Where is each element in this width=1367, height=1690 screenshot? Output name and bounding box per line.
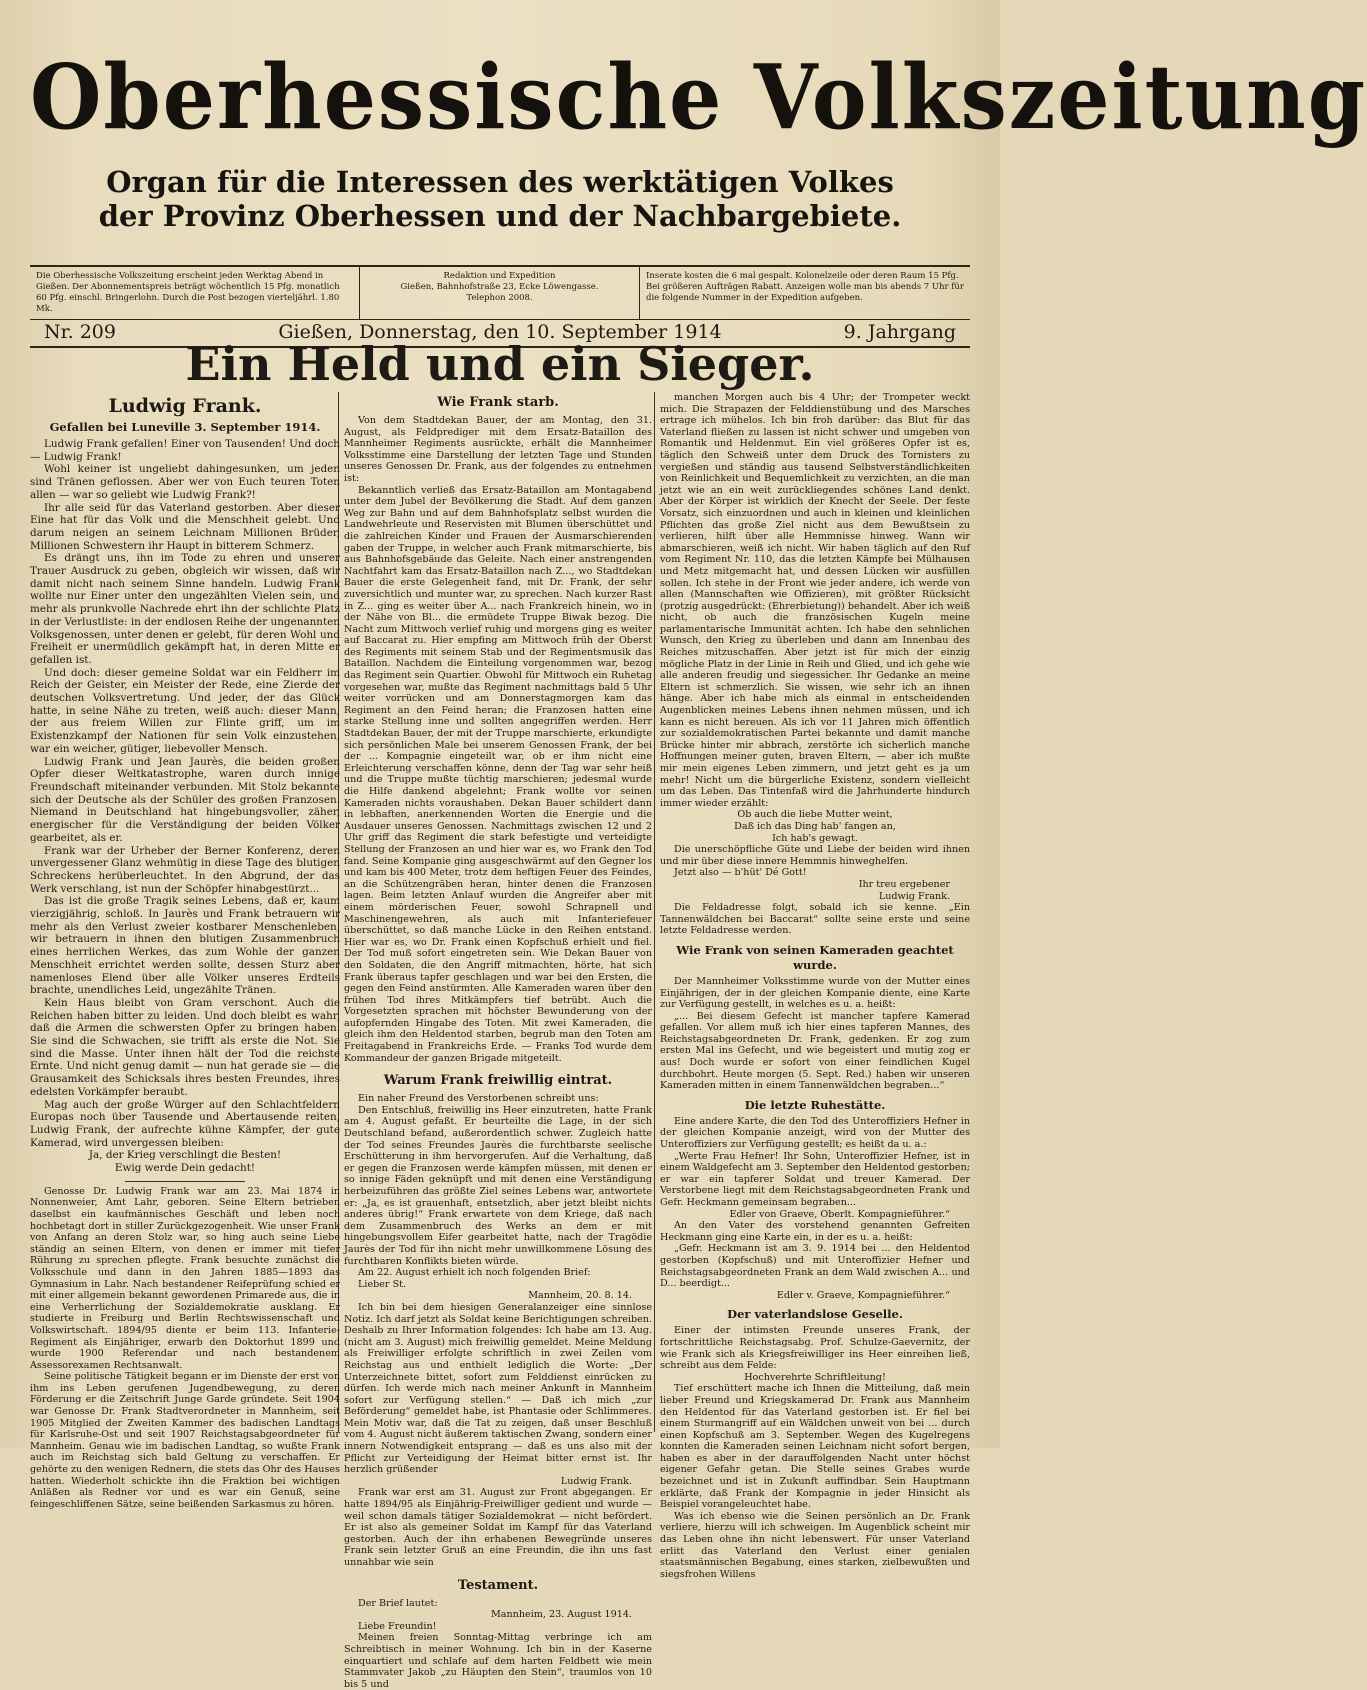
paragraph: Ludwig Frank gefallen! Einer von Tausenden! Und doch — Ludwig Frank!	[30, 438, 341, 463]
masthead-subtitle-1: Organ für die Interessen des werktätigen Volkes	[106, 165, 894, 199]
signature-line: Edler v. Graeve, Kompagnieführer.“	[776, 1289, 950, 1301]
paragraph: Der Mannheimer Volksstimme wurde von der Mutter eines Einjährigen, der in der gleichen Kompanie diente, eine Karte zur Verfügung gestellt, in welches es u. a. heißt:	[660, 975, 970, 1011]
article-title: Wie Frank von seinen Kameraden geachtet wurde.	[676, 942, 954, 972]
issue-number: Nr. 209	[44, 321, 116, 343]
letter-place: Mannheim, 23. August 1914.	[490, 1609, 632, 1621]
verse-line: Ja, der Krieg verschlingt die Besten!	[88, 1149, 282, 1162]
paragraph: Ihr alle seid für das Vaterland gestorben. Aber dieser Eine hat für das Volk und die Menschheit gelebt. Und darum neigen an seinem Leichnam Millionen Brüder, Millionen Schwestern ihr Haupt in bitterem Schmerz.	[30, 501, 340, 552]
letter-salutation: Lieber St.	[358, 1278, 407, 1290]
column-3	[660, 392, 970, 1580]
article-title: Wie Frank starb.	[437, 395, 559, 410]
paragraph: Es drängt uns, ihn im Tode zu ehren und unserer Trauer Ausdruck zu geben, obgleich wir wissen, daß wir damit nicht nach seinem Sinne handeln. Ludwig Frank wollte nur Einer unter den ungezählten Vielen sein, und mehr als prunkvolle Nachrede ehrt ihn der schlichte Platz in der Verlustliste: in der endlosen Reihe der ungenannten Volksgenossen, unter denen er gelebt, für deren Wohl und Freiheit er unermüdlich gekämpft hat, in deren Mitte er gefallen ist.	[30, 552, 340, 666]
article-title: Der vaterlandslose Geselle.	[727, 1307, 903, 1322]
paragraph: Einer der intimsten Freunde unseres Frank, der fortschrittliche Reichstagsabg. Prof. Schulze-Gaevernitz, der wie Frank sich als Kriegsfreiwilliger ins Heer einreihen ließ, schreibt aus dem Felde:	[660, 1325, 970, 1372]
letter-place: Mannheim, 20. 8. 14.	[528, 1290, 632, 1302]
paragraph: Ich bin bei dem hiesigen Generalanzeiger eine sinnlose Notiz. Ich darf jetzt als Soldat keine Berichtigungen schreiben. Deshalb zu Ihrer Information folgendes: Ich habe am 13. Aug. (nicht am 3. August) mich freiwillig gemeldet. Meine Meldung als Freiwilliger erfolgte schriftlich in zwei Zeilen vom Reichstag aus und enthielt lediglich die Worte: „Der Unterzeichnete bittet, sofort zum Felddienst einrücken zu dürfen. Ich werde mich nach meiner Ankunft in Mannheim sofort zur Verfügung stellen.“ — Daß ich mich „zur Beförderung“ gemeldet habe, ist Phantasie oder Schlimmeres. Mein Motiv war, daß die Tat zu zeigen, daß unser Beschluß vom 4. August nicht äußerem taktischen Zwang, sondern einer innern Notwendigkeit entsprang — daß es uns also mit der Pflicht zur Verteidigung der Heimat bitter ernst ist. Ihr herzlich grüßender	[344, 1301, 652, 1476]
editorial-address: Gießen, Bahnhofstraße 23, Ecke Löwengasse.	[400, 282, 599, 292]
verse-line: Ewig werde Dein gedacht!	[114, 1162, 256, 1175]
article-title: Warum Frank freiwillig eintrat.	[383, 1073, 613, 1089]
paragraph: „... Bei diesem Gefecht ist mancher tapfere Kamerad gefallen. Vor allem muß ich hier eines tapferen Mannes, des Reichstagsabgeordneten Dr. Frank, gedenken. Er zog zum ersten Mal ins Gefecht, und wie begeistert und mutig zog er aus! Doch wurde er sofort von einer feindlichen Kugel durchbohrt. Heute morgen (5. Sept. Red.) haben wir unseren Kameraden mitten in einem Tannenwäldchen begraben...“	[660, 1010, 970, 1092]
paragraph: Wohl keiner ist ungeliebt dahingesunken, um jeden sind Tränen geflossen. Aber wer von Euch teuren Toten allen — war so geliebt wie Ludwig Frank?!	[30, 463, 340, 501]
paragraph: Das ist die große Tragik seines Lebens, daß er, kaum vierzigjährig, schloß. In Jaurès und Frank betrauern wir mehr als den Verlust zweier kostbarer Menschenleben, wir betrauern in ihnen den blutigen Zusammenbruch eines herrlichen Werkes, das zum Wohle der ganzen Menschheit errichtet werden sollte, dessen Sturz aber namenloses Elend über alle Völker unseres Erdteils brachte, unendliches Leid, ungezählte Tränen.	[30, 895, 340, 997]
paragraph: manchen Morgen auch bis 4 Uhr; der Trompeter weckt mich. Die Strapazen der Felddienstübung und des Marsches ertrage ich mühelos. Ich bin froh darüber: das Blut für das Vaterland fließen zu lassen ist nicht schwer und umgeben von Romantik und Heldenmut. Ein viel größeres Opfer ist es, täglich den Schweiß unter dem Druck des Tornisters zu vergießen und ständig aus tausend Selbstverständlichkeiten von Reinlichkeit und Bequemlichkeit zu verzichten, an die man jetzt wie an ein weit zurückliegendes schönes Land denkt. Aber der Körper ist wirklich der Knecht der Seele. Der feste Vorsatz, sich einzuordnen und auch in kleinen und kleinlichen Pflichten das große Ziel nicht aus dem Bewußtsein zu verlieren, hilft über alle Hemmnisse hinweg. Wann wir abmarschieren, weiß ich nicht. Wir haben täglich auf den Ruf vom Regiment Nr. 110, das die letzten Kämpfe bei Mülhausen und Metz mitgemacht hat, und dessen Lücken wir ausfüllen sollen. Ich stehe in der Front wie jeder andere, ich werde von allen (Mannschaften wie Offizieren), mit größter Rücksicht (protzig ausgedrückt: (Ehrerbietung)) behandelt. Aber ich weiß nicht, ob auch die französischen Kugeln meine parlamentarische Immunität achten. Ich habe den sehnlichen Wunsch, den Krieg zu überleben und dann am Innenbau des Reiches mitzuschaffen. Aber jetzt ist für mich der einzig mögliche Platz in der Linie in Reih und Glied, und ich gehe wie alle anderen freudig und siegessicher. Ihr Gedanke an meine Eltern ist schmerzlich. Sie wissen, wie sehr ich an ihnen hänge. Aber ich habe mich als einmal in entscheidenden Augenblicken meines Lebens ihnen nehmen müssen, und ich kann es nicht bereuen. Als ich vor 11 Jahren mich öffentlich zur sozialdemokratischen Partei bekannte und damit manche Brücke hinter mir abbrach, zerstörte ich sicherlich manche Hoffnungen meiner guten, braven Eltern, — aber ich mußte mir mein eigenes Leben zimmern, und jetzt geht es ja um mehr! Nicht um die bürgerliche Existenz, sondern vielleicht um das Leben. Das Tintenfaß wird die Jahrhunderte hindurch immer wieder erzählt:	[660, 392, 970, 809]
paragraph: Frank war erst am 31. August zur Front abgegangen. Er hatte 1894/95 als Einjährig-Freiwilliger gedient und wurde — weil schon damals tätiger Sozialdemokrat — nicht befördert. Er ist also als gemeiner Soldat im Kampf für das Vaterland gestorben. Auch der ihn erhabenen Bewegründe unseres Frank sein letzter Gruß an eine Freundin, die ihn uns fast unnahbar wie sein	[344, 1487, 652, 1568]
signature-line: Edler von Graeve, Oberlt. Kompagnieführer.“	[729, 1208, 950, 1220]
column-1	[30, 392, 341, 1510]
article-title: Die letzte Ruhestätte.	[744, 1097, 886, 1112]
article-subtitle: Gefallen bei Luneville 3. September 1914.	[49, 420, 321, 434]
paragraph: Frank war der Urheber der Berner Konferenz, deren unvergessener Glanz wehmütig in diese Tage des blutigen Schreckens herüberleuchtet. In den Abgrund, der das Werk verschlang, ist nun der Schöpfer hinabgestürzt...	[30, 844, 340, 895]
verse-line: Ob auch die liebe Mutter weint,	[737, 809, 893, 821]
paragraph: Tief erschüttert mache ich Ihnen die Mitteilung, daß mein lieber Freund und Kriegskamerad Dr. Frank aus Mannheim den Heldentod für das Vaterland gestorben ist. Er fiel bei einem Sturmangriff auf ein Wäldchen unweit von bei ... durch einen Kopfschuß am 3. September. Wegen des Kugelregens konnten die Kameraden seinen Leichnam nicht sofort bergen, haben es aber in der darauffolgenden Nacht unter höchst eigener Gefahr getan. Die Stelle seines Grabes wurde bezeichnet und ist in Zukunft auffindbar. Sein Hauptmann erklärte, daß Frank der Kompagnie in jeder Hinsicht als Beispiel vorangeleuchtet habe.	[660, 1383, 970, 1511]
paragraph: Die unerschöpfliche Güte und Liebe der beiden wird ihnen und mir über diese innere Hemmnis hinweghelfen.	[660, 844, 970, 867]
info-bar	[30, 265, 970, 320]
paragraph: Seine politische Tätigkeit begann er im Dienste der erst von ihm ins Leben gerufenen Jugendbewegung, zu deren Förderung er die Zeitschrift Junge Garde gründete. Seit 1904 war Genosse Dr. Frank Stadtverordneter in Mannheim, seit 1905 Mitglied der Zweiten Kammer des badischen Landtags für Karlsruhe-Ost und seit 1907 Reichstagsabgeordneter für Mannheim. Genau wie im badischen Landtag, so wußte Frank auch im Reichstag sich bald Geltung zu verschaffen. Er gehörte zu den wenigen Rednern, die stets das Ohr des Hauses hatten. Wiederholt schickte ihn die Fraktion bei wichtigen Anläßen als Redner vor und es war ein Genuß, seine feingeschliffenen Sätze, seine beißenden Sarkasmus zu hören.	[30, 1371, 340, 1510]
paragraph: Den Entschluß, freiwillig ins Heer einzutreten, hatte Frank am 4. August gefaßt. Er beurteilte die Lage, in der sich Deutschland befand, außerordentlich schwer. Zugleich hatte der Tod seines Freundes Jaurès die furchtbarste seelische Erschütterung in ihm hervorgerufen. Auf die Verhaltung, daß er gegen die Franzosen werde kämpfen müssen, mit denen er so innige Fäden geknüpft und mit denen eine Verständigung herbeizuführen das größte Ziel seines Lebens war, antwortete er: „Ja, es ist grauenhaft, entsetzlich, aber jetzt bleibt nichts anderes übrig!“ Frank erwartete von dem Kriege, daß nach dem Zusammenbruch des Werks an dem er mit hingebungsvollem Eifer gearbeitet hatte, nach der Tragödie Jaurès der Tod für ihn nicht mehr unwillkommene Lösung des furchtbaren Konflikts bieten würde.	[344, 1104, 652, 1267]
paragraph: Bekanntlich verließ das Ersatz-Bataillon am Montagabend unter dem Jubel der Bevölkerung die Stadt. Auf dem ganzen Weg zur Bahn und auf dem Bahnhofsplatz selbst wurden die Landwehrleute und Reservisten mit Blumen überschüttet und die zahlreichen Kinder und Frauen der Ausmarschierenden gaben der Truppe, in welcher auch Frank mitmarschierte, bis aus Bahnhofsgebäude das Geleite. Nach einer anstrengenden Nachtfahrt kam das Ersatz-Bataillon nach Z..., wo Stadtdekan Bauer die erste Gelegenheit fand, mit Dr. Frank, der sehr zuversichtlich und munter war, zu sprechen. Nach kurzer Rast in Z... ging es weiter über A... nach Frankreich hinein, wo in der Nähe von Bl... die ermüdete Truppe Biwak bezog. Die Nacht zum Mittwoch verlief ruhig und morgens ging es weiter auf Baccarat zu. Hier empfing am Mittwoch früh der Oberst des Regiments mit seinem Stab und der Regimentsmusik das Bataillon. Nachdem die Einteilung vorgenommen war, bezog das Regiment sein Quartier. Obwohl für Mittwoch ein Ruhetag vorgesehen war, mußte das Regiment nachmittags bald 5 Uhr weiter vorrücken und am Donnerstagmorgen kam das Regiment an den Feind heran; die Franzosen hatten eine starke Stellung inne und sollten angegriffen werden. Herr Stadtdekan Bauer, der mit der Truppe marschierte, erkundigte sich persönlichen Male bei unserem Genossen Frank, der bei der ... Kompagnie eingeteilt war, ob er ihm nicht eine Erleichterung verschaffen könne, denn der Tag war sehr heiß und die Truppe mußte tüchtig marschieren; jedesmal wurde die Hilfe dankend abgelehnt; Frank wollte vor seinen Kameraden nichts voraushaben. Dekan Bauer schildert dann in lebhaften, anerkennenden Worten die Energie und die Ausdauer unseres Genossen. Nachmittags zwischen 12 und 2 Uhr griff das Regiment die stark befestigte und verteidigte Stellung der Franzosen an und hier war es, wo Frank den Tod fand. Seine Kompanie ging ausgeschwärmt auf den Gegner los und kam bis 400 Meter, trotz dem heftigen Feuer des Feindes, an die Schützengräben heran, hinter denen die Franzosen lagen. Beim letzten Anlauf wurden die Angreifer aber mit einem mörderischen Feuer, sowohl Schrapnell und Maschinengewehren, als auch mit Infanteriefeuer überschüttet, so daß manche Lücke in den Reihen entstand. Hier war es, wo Dr. Frank einen Kopfschuß erhielt und fiel. Der Tod muß sofort eingetreten sein. Wie Dekan Bauer von den Soldaten, die den Angriff mitmachten, hörte, hat sich Frank überaus tapfer geschlagen und war bei den Ersten, die gegen den Feind anstürmten. Alle Kameraden waren über den frühen Tod ihres Mitkämpfers tief betrübt. Auch die Vorgesetzten sprachen mit höchster Bewunderung von der aufopfernden Hingabe des Toten. Mit zwei Kameraden, die gleich ihm den Heldentod starben, begrub man den Toten am Freitagabend in Frankreichs Erde. — Franks Tod wurde dem Kommandeur der ganzen Brigade mitgeteilt.	[344, 484, 652, 1064]
masthead-title: Oberhessische Volkszeitung	[30, 46, 1367, 150]
article-title: Testament.	[457, 1577, 539, 1593]
subscription-info: Die Oberhessische Volkszeitung erscheint jeden Werktag Abend in Gießen. Der Abonnementspreis beträgt wöchentlich 15 Pfg. monatlich 60 Pfg. einschl. Bringerlohn. Durch die Post bezogen vierteljährl. 1.80 Mk.	[30, 267, 360, 319]
advertising-info: Inserate kosten die 6 mal gespalt. Kolonelzeile oder deren Raum 15 Pfg. Bei größeren Aufträgen Rabatt. Anzeigen wolle man bis abends 7 Uhr für die folgende Nummer in der Expedition aufgeben.	[646, 271, 964, 303]
column-2	[344, 392, 652, 1690]
paragraph: Am 22. August erhielt ich noch folgenden Brief:	[358, 1267, 591, 1279]
paragraph: Mag auch der große Würger auf den Schlachtfeldern Europas noch über Tausende und Abertausende reiten, Ludwig Frank, der aufrechte kühne Kämpfer, der gute Kamerad, wird unvergessen bleiben:	[30, 1098, 340, 1149]
divider	[125, 1181, 245, 1182]
paragraph: „Gefr. Heckmann ist am 3. 9. 1914 bei ... den Heldentod gestorben (Kopfschuß) und mit Unteroffizier Hefner und Reichstagsabgeordneten Frank an dem Wald zwischen A... und D... beerdigt...	[660, 1243, 970, 1290]
paragraph: Kein Haus bleibt von Gram verschont. Auch die Reichen haben bitter zu leiden. Und doch bleibt es wahr, daß die Armen die schwersten Opfer zu bringen haben. Sie sind die Schwachen, sie trifft als erste die Not. Sie sind die Masse. Unter ihnen hält der Tod die reichste Ernte. Und nicht genug damit — nun hat gerade sie — die Grausamkeit des Schicksals ihres besten Freundes, ihres edelsten Vorkämpfer beraubt.	[30, 996, 340, 1098]
editorial-phone: Telephon 2008.	[466, 293, 533, 303]
main-headline: Ein Held und ein Sieger.	[185, 337, 815, 391]
letter-salutation: Hochverehrte Schriftleitung!	[744, 1371, 886, 1383]
paragraph: „Werte Frau Hefner! Ihr Sohn, Unteroffizier Hefner, ist in einem Waldgefecht am 3. September den Heldentod gestorben; er war ein tapferer Soldat und treuer Kamerad. Der Verstorbene liegt mit dem Reichstagsabgeordneten Frank und Gefr. Heckmann gemeinsam begraben...	[660, 1150, 970, 1208]
paragraph: Was ich ebenso wie die Seinen persönlich an Dr. Frank verliere, hierzu will ich schweigen. Im Augenblick scheint mir das Leben ohne ihn nicht lebenswert. Für unser Vaterland erlitt das Vaterland den Verlust einer genialen staatsmännischen Begabung, eines starken, zielbewußten und siegsfrohen Willens	[660, 1510, 970, 1580]
letter-salutation: Liebe Freundin!	[358, 1620, 437, 1632]
paragraph: Von dem Stadtdekan Bauer, der am Montag, den 31. August, als Feldprediger mit dem Ersatz-Bataillon des Mannheimer Regiments ausrückte, erhält die Mannheimer Volksstimme eine Darstellung der letzten Tage und Stunden unseres Genossen Dr. Frank, aus der folgendes zu entnehmen ist:	[344, 415, 652, 484]
paragraph: Ein naher Freund des Verstorbenen schreibt uns:	[358, 1093, 599, 1105]
letter-signature: Ludwig Frank.	[878, 890, 950, 902]
issue-place-date: Gießen, Donnerstag, den 10. September 1914	[278, 321, 722, 343]
editorial-info	[360, 267, 640, 319]
verse-line: Daß ich das Ding hab' fangen an,	[734, 820, 896, 832]
paragraph: Ludwig Frank und Jean Jaurès, die beiden großen Opfer dieser Weltkatastrophe, waren durch innige Freundschaft miteinander verbunden. Mit Stolz bekannte sich der Deutsche als der Schüler des großen Franzosen. Niemand in Deutschland hat hingebungsvoller, zäher, energischer für die Verständigung der beiden Völker gearbeitet, als er.	[30, 755, 340, 844]
verse-line: Ich hab's gewagt.	[772, 832, 858, 844]
paragraph: Der Brief lautet:	[358, 1597, 438, 1609]
article-title: Ludwig Frank.	[108, 395, 262, 417]
editorial-heading: Redaktion und Expedition	[443, 271, 556, 281]
paragraph: Die Feldadresse folgt, sobald ich sie kenne. „Ein Tannenwäldchen bei Baccarat“ sollte seine erste und seine letzte Feldadresse werden.	[660, 902, 970, 937]
letter-signature: Ludwig Frank.	[560, 1475, 632, 1487]
paragraph: An den Vater des vorstehend genannten Gefreiten Heckmann ging eine Karte ein, in der es u. a. heißt:	[660, 1220, 970, 1243]
paragraph: Und doch: dieser gemeine Soldat war ein Feldherr im Reich der Geister, ein Meister der Rede, eine Zierde der deutschen Volksvertretung. Und jeder, der das Glück hatte, in seine Nähe zu treten, weiß auch: dieser Mann, der aus freiem Willen zur Flinte griff, um im Existenzkampf der Nationen für sein Volk einzustehen, war ein weicher, gütiger, liebevoller Mensch.	[30, 666, 340, 755]
paragraph: Meinen freien Sonntag-Mittag verbringe ich am Schreibtisch in meiner Wohnung. Ich bin in der Kaserne einquartiert und schlafe auf dem harten Feldbett wie mein Stammvater Jakob „zu Häupten den Stein“, traumlos von 10 bis 5 und	[344, 1632, 652, 1690]
letter-regards: Ihr treu ergebener	[858, 878, 950, 890]
paragraph: Eine andere Karte, die den Tod des Unteroffiziers Hefner in der gleichen Kompanie anzeigt, wird von der Mutter des Unteroffiziers zur Verfügung gestellt; es heißt da u. a.:	[660, 1115, 970, 1151]
issue-volume: 9. Jahrgang	[843, 321, 956, 343]
column-rule	[654, 392, 655, 1432]
paragraph: Genosse Dr. Ludwig Frank war am 23. Mai 1874 in Nonnenweier, Amt Lahr, geboren. Seine Eltern betrieben daselbst ein kaufmännisches Geschäft und leben noch hochbetagt dort in stiller Zurückgezogenheit. Wie unser Frank von Anfang an deren Stolz war, so hing auch seine Liebe ständig an seinen Eltern, von denen er immer mit tiefer Rührung zu sprechen pflegte. Frank besuchte zunächst die Volksschule und dann in den Jahren 1885—1893 das Gymnasium in Lahr. Nach bestandener Reifeprüfung schied er mit einer allgemein bekannt gewordenen Primarede aus, die in eine Verherrlichung der Sozialdemokratie ausklang. Er studierte in Freiburg und Berlin Rechtswissenschaft und Volkswirtschaft. 1894/95 diente er beim 113. Infanterie-Regiment als Einjähriger, erwarb den Doktorhut 1899 und wurde 1900 Referendar und nach bestandenem Assessorexamen Rechtsanwalt.	[30, 1185, 340, 1371]
paragraph: Jetzt also — b'hüt' Dé Gott!	[674, 867, 807, 879]
masthead-subtitle-2: der Provinz Oberhessen und der Nachbargebiete.	[98, 199, 902, 233]
